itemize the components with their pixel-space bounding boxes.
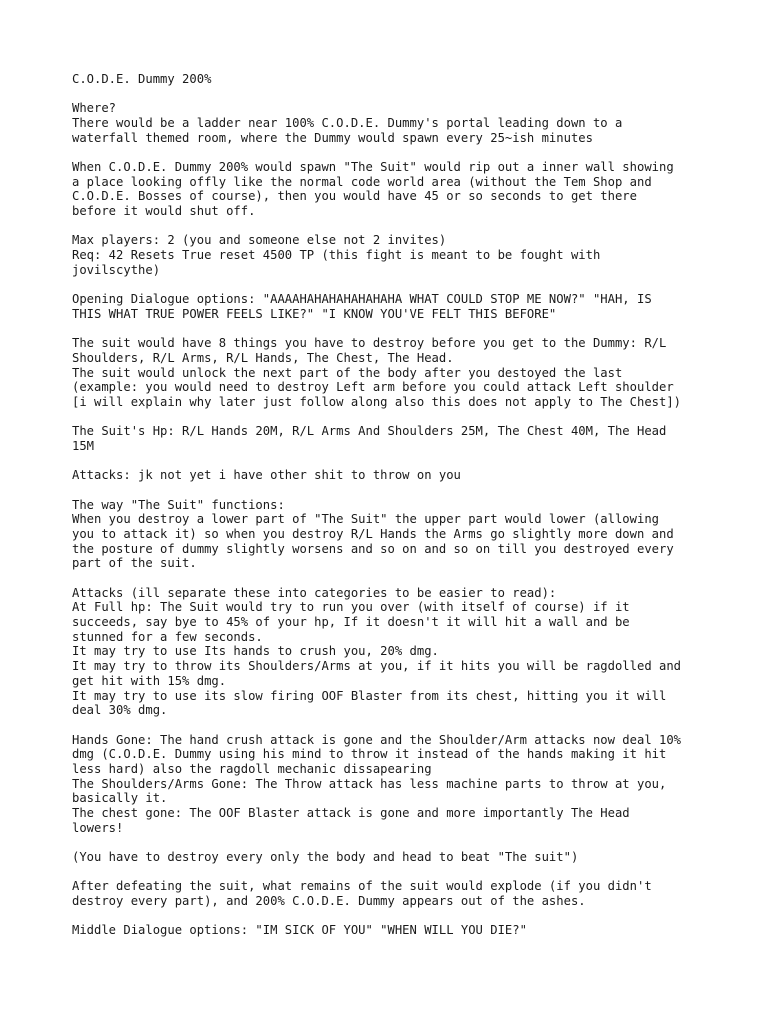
document-paragraph xyxy=(72,233,712,277)
text-line: you to attack it) so when you destroy R/L Hands the Arms go slightly more down and xyxy=(72,526,674,541)
text-line: jovilscythe) xyxy=(72,262,161,277)
document-paragraph xyxy=(72,72,712,87)
document-paragraph xyxy=(72,101,712,145)
text-line: C.O.D.E. Dummy 200% xyxy=(72,72,212,86)
text-line: lowers! xyxy=(72,820,124,835)
text-line: Middle Dialogue options: "IM SICK OF YOU" "WHEN WILL YOU DIE?" xyxy=(72,923,527,938)
text-line: C.O.D.E. Bosses of course), then you would have 45 or so seconds to get there xyxy=(72,189,637,204)
document-paragraph xyxy=(72,733,712,836)
document-paragraph xyxy=(72,923,712,938)
text-line: (example: you would need to destroy Left arm before you could attack Left shoulder xyxy=(72,380,674,395)
text-line: less hard) also the ragdoll mechanic dissapearing xyxy=(72,761,432,776)
text-line: When you destroy a lower part of "The Suit" the upper part would lower (allowing xyxy=(72,512,659,527)
text-line: deal 30% dmg. xyxy=(72,703,168,718)
text-line: Attacks: jk not yet i have other shit to throw on you xyxy=(72,468,461,483)
text-line: The Shoulders/Arms Gone: The Throw attack has less machine parts to throw at you, xyxy=(72,776,667,791)
text-line: dmg (C.O.D.E. Dummy using his mind to throw it instead of the hands making it hit xyxy=(72,747,667,762)
text-line: [i will explain why later just follow along also this does not apply to The Chest]) xyxy=(72,394,682,409)
text-line: get hit with 15% dmg. xyxy=(72,673,227,688)
text-line: Req: 42 Resets True reset 4500 TP (this fight is meant to be fought with xyxy=(72,248,601,263)
text-line: The suit would unlock the next part of the body after you destoyed the last xyxy=(72,365,623,380)
document-paragraph xyxy=(72,160,712,219)
text-line: before it would shut off. xyxy=(72,204,256,219)
text-line: stunned for a few seconds. xyxy=(72,629,263,644)
document-paragraph xyxy=(72,498,712,572)
text-line: waterfall themed room, where the Dummy would spawn every 25~ish minutes xyxy=(72,130,593,145)
text-line: It may try to throw its Shoulders/Arms at you, if it hits you will be ragdolled and xyxy=(72,659,682,674)
document-paragraph xyxy=(72,292,712,321)
text-line: At Full hp: The Suit would try to run you over (with itself of course) if it xyxy=(72,600,630,615)
text-line: Opening Dialogue options: "AAAAHAHAHAHAHAHAHA WHAT COULD STOP ME NOW?" "HAH, IS xyxy=(72,292,652,307)
text-line: Where? xyxy=(72,101,117,116)
text-line: The chest gone: The OOF Blaster attack is gone and more importantly The Head xyxy=(72,806,630,821)
text-line: It may try to use its slow firing OOF Blaster from its chest, hitting you it will xyxy=(72,688,667,703)
text-line: basically it. xyxy=(72,791,168,806)
document-paragraph xyxy=(72,879,712,908)
text-line: After defeating the suit, what remains of the suit would explode (if you didn't xyxy=(72,879,652,894)
text-line: When C.O.D.E. Dummy 200% would spawn "The Suit" would rip out a inner wall showing xyxy=(72,160,674,174)
text-line: The way "The Suit" functions: xyxy=(72,497,285,512)
document-paragraph xyxy=(72,850,712,865)
document-page xyxy=(72,72,712,953)
document-paragraph xyxy=(72,586,712,718)
document-paragraph xyxy=(72,424,712,453)
text-line: a place looking offly like the normal code world area (without the Tem Shop and xyxy=(72,174,652,189)
text-line: destroy every part), and 200% C.O.D.E. Dummy appears out of the ashes. xyxy=(72,894,586,909)
text-line: The suit would have 8 things you have to destroy before you get to the Dummy: R/L xyxy=(72,336,667,351)
text-line: (You have to destroy every only the body and head to beat "The suit") xyxy=(72,850,579,865)
text-line: 15M xyxy=(72,438,95,453)
document-paragraph xyxy=(72,468,712,483)
text-line: The Suit's Hp: R/L Hands 20M, R/L Arms And Shoulders 25M, The Chest 40M, The Head xyxy=(72,424,667,439)
text-line: Attacks (ill separate these into categories to be easier to read): xyxy=(72,585,557,600)
text-line: Shoulders, R/L Arms, R/L Hands, The Chest, The Head. xyxy=(72,350,454,365)
text-line: the posture of dummy slightly worsens and so on and so on till you destroyed every xyxy=(72,541,674,556)
text-line: There would be a ladder near 100% C.O.D.E. Dummy's portal leading down to a xyxy=(72,116,623,130)
text-line: Max players: 2 (you and someone else not 2 invites) xyxy=(72,233,447,248)
document-paragraph xyxy=(72,336,712,410)
text-line: It may try to use Its hands to crush you, 20% dmg. xyxy=(72,644,439,659)
text-line: THIS WHAT TRUE POWER FEELS LIKE?" "I KNOW YOU'VE FELT THIS BEFORE" xyxy=(72,306,557,321)
text-line: Hands Gone: The hand crush attack is gone and the Shoulder/Arm attacks now deal 10% xyxy=(72,732,682,747)
text-line: part of the suit. xyxy=(72,556,197,571)
text-line: succeeds, say bye to 45% of your hp, If it doesn't it will hit a wall and be xyxy=(72,615,630,630)
